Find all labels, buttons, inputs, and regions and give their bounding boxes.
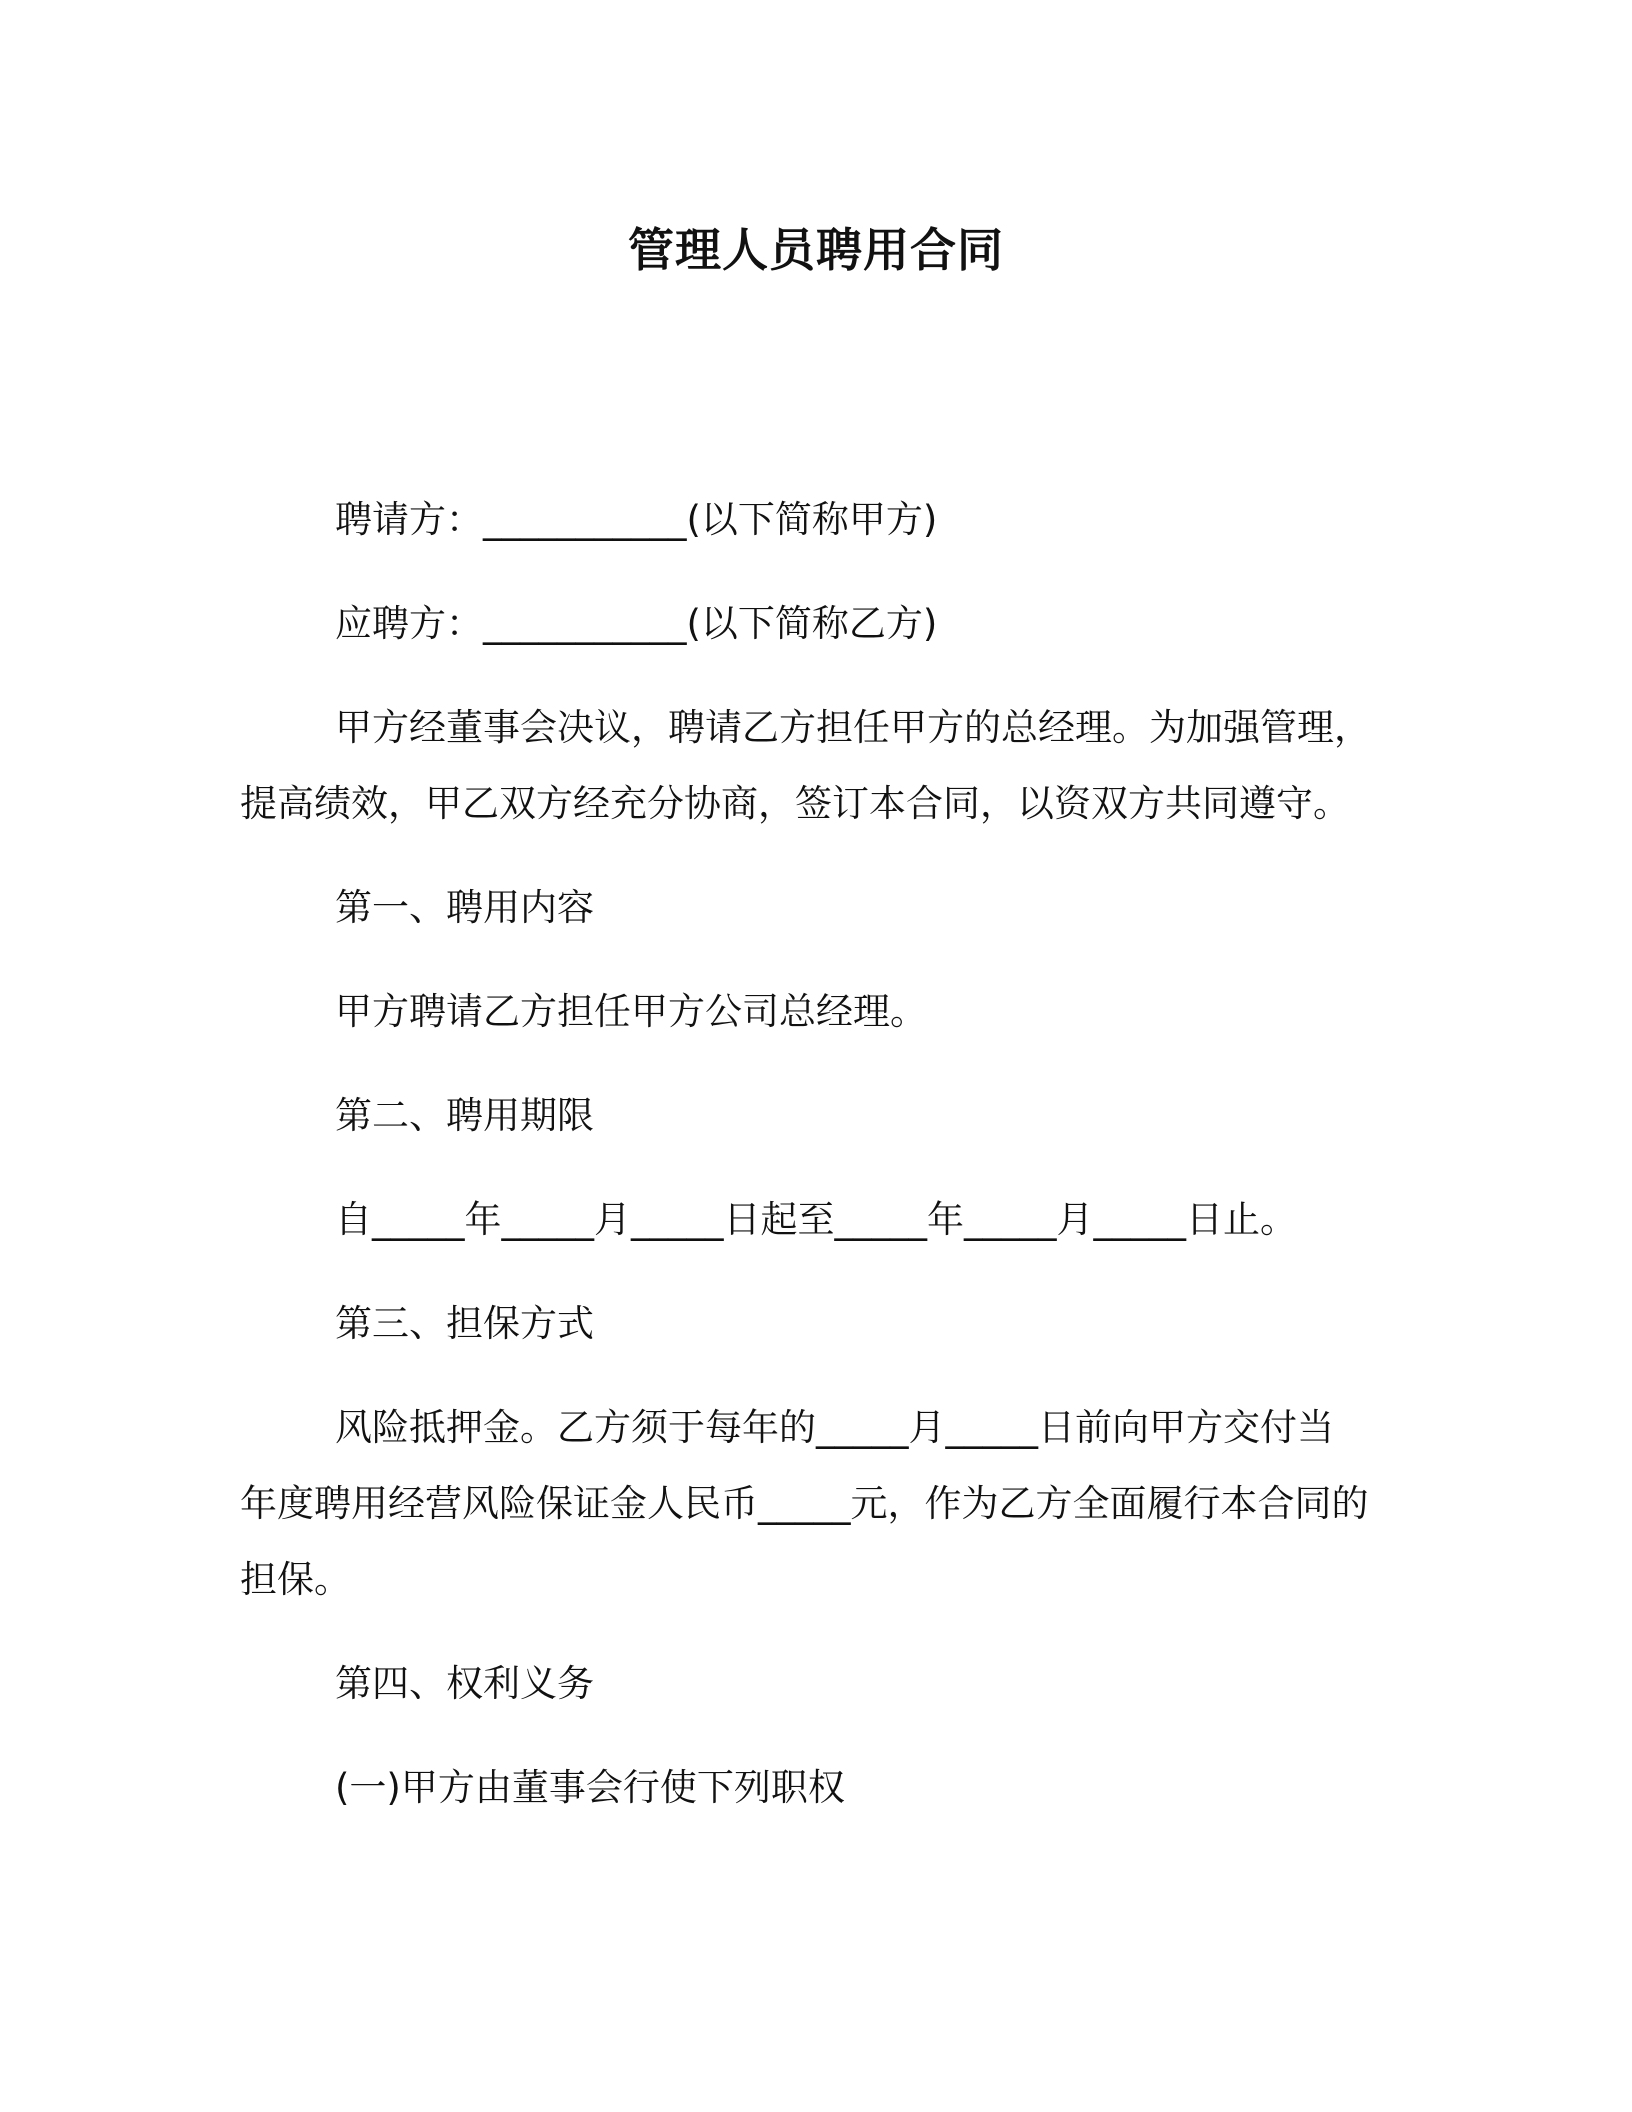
section-3-body-line-1: 风险抵押金。乙方须于每年的_____月_____日前向甲方交付当 (335, 1406, 1334, 1449)
section-3-body-line-2: 年度聘用经营风险保证金人民币_____元，作为乙方全面履行本合同的 (240, 1482, 1369, 1525)
section-4-heading: 第四、权利义务 (335, 1662, 594, 1705)
applicant-party-line: 应聘方：___________(以下简称乙方) (335, 602, 938, 645)
preamble-line-2: 提高绩效，甲乙双方经充分协商，签订本合同，以资双方共同遵守。 (240, 782, 1350, 825)
section-3-heading: 第三、担保方式 (335, 1302, 594, 1345)
hiring-party-line: 聘请方：___________(以下简称甲方) (335, 498, 938, 541)
section-4-subsection-1: (一)甲方由董事会行使下列职权 (335, 1766, 845, 1809)
section-2-body: 自_____年_____月_____日起至_____年_____月_____日止。 (335, 1198, 1297, 1241)
section-1-body: 甲方聘请乙方担任甲方公司总经理。 (335, 990, 927, 1033)
document-title: 管理人员聘用合同 (628, 223, 1004, 277)
preamble-line-1: 甲方经董事会决议，聘请乙方担任甲方的总经理。为加强管理， (335, 706, 1371, 749)
section-2-heading: 第二、聘用期限 (335, 1094, 594, 1137)
section-3-body-line-3: 担保。 (240, 1558, 351, 1601)
section-1-heading: 第一、聘用内容 (335, 886, 594, 929)
